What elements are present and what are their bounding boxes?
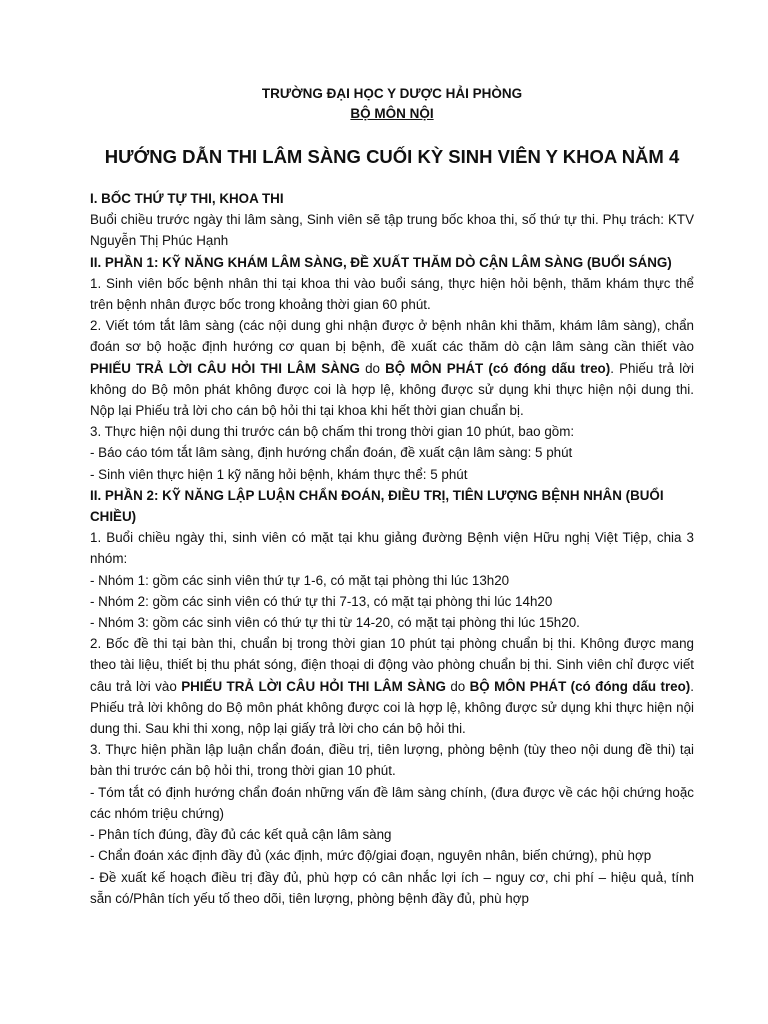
department-name: BỘ MÔN NỘI <box>350 106 434 121</box>
answer-sheet-name: PHIẾU TRẢ LỜI CÂU HỎI THI LÂM SÀNG <box>181 678 446 694</box>
criteria-4: - Đề xuất kế hoạch điều trị đầy đủ, phù hợp có cân nhắc lợi ích – nguy cơ, chi phí – hiệu quả, tính sẵn có/Phân tích yếu tố theo dõi, tiên lượng, phòng bệnh đầy đủ, phù hợp <box>90 869 694 906</box>
criteria-3: - Chẩn đoán xác định đầy đủ (xác định, mức độ/giai đoạn, nguyên nhân, biến chứng), phù hợp <box>90 848 652 864</box>
section-1-heading: I. BỐC THỨ TỰ THI, KHOA THI <box>90 191 284 206</box>
section-3-item-1: 1. Buổi chiều ngày thi, sinh viên có mặt tại khu giảng đường Bệnh viện Hữu nghị Việt Tiệp, chia 3 nhóm: <box>90 530 694 567</box>
criteria-1: - Tóm tắt có định hướng chẩn đoán những vấn đề lâm sàng chính, (đưa được về các hội chứng hoặc các nhóm triệu chứng) <box>90 784 694 821</box>
section-2-bullet-1: - Báo cáo tóm tắt lâm sàng, định hướng chẩn đoán, đề xuất cận lâm sàng: 5 phút <box>90 445 573 461</box>
criteria-2: - Phân tích đúng, đầy đủ các kết quả cận lâm sàng <box>90 827 392 843</box>
section-2-bullet-2: - Sinh viên thực hiện 1 kỹ năng hỏi bệnh, khám thực thể: 5 phút <box>90 466 468 482</box>
text-span: do <box>359 360 386 376</box>
issuer-note: BỘ MÔN PHÁT (có đóng dấu treo) <box>469 678 691 694</box>
section-1-paragraph: Buổi chiều trước ngày thi lâm sàng, Sinh viên sẽ tập trung bốc khoa thi, số thứ tự thi. Phụ trách: KTV Nguyễn Thị Phúc Hạnh <box>90 212 694 249</box>
section-2-item-2 <box>90 315 694 421</box>
section-2-heading: II. PHẦN 1: KỸ NĂNG KHÁM LÂM SÀNG, ĐỀ XUẤT THĂM DÒ CẬN LÂM SÀNG (BUỔI SÁNG) <box>90 254 672 270</box>
group-2: - Nhóm 2: gồm các sinh viên có thứ tự thi 7-13, có mặt tại phòng thi lúc 14h20 <box>90 593 553 609</box>
text-span: 2. Bốc đề thi tại bàn thi, chuẩn bị trong thời gian 10 phút tại phòng chuẩn bị thi. Không được mang theo tài liệu, thiết bị thu phát sóng, điện thoại di động vào phòng chuẩn bị thi. Sinh viên chỉ được viết câu trả lời vào <box>90 636 694 694</box>
group-3: - Nhóm 3: gồm các sinh viên có thứ tự thi từ 14-20, có mặt tại phòng thi lúc 15h20. <box>90 615 580 631</box>
section-2-item-3: 3. Thực hiện nội dung thi trước cán bộ chấm thi trong thời gian 10 phút, bao gồm: <box>90 424 575 440</box>
text-span: do <box>445 678 470 694</box>
text-span: . Phiếu trả lời không do Bộ môn phát không được coi là hợp lệ, không được sử dụng khi thực hiện nội dung thi. Nộp lại Phiếu trả lời cho cán bộ hỏi thi tại khoa khi hết thời gian chuẩn bị. <box>90 360 694 419</box>
document-title: HƯỚNG DẪN THI LÂM SÀNG CUỐI KỲ SINH VIÊN Y KHOA NĂM 4 <box>104 146 680 167</box>
text-span: . Phiếu trả lời không do Bộ môn phát không được coi là hợp lệ, không được sử dụng khi thực hiện nội dung thi. Sau khi thi xong, nộp lại giấy trả lời cho cán bộ hỏi thi. <box>90 678 694 737</box>
document-page <box>90 84 694 909</box>
section-3-heading: II. PHẦN 2: KỸ NĂNG LẬP LUẬN CHẨN ĐOÁN, ĐIỀU TRỊ, TIÊN LƯỢNG BỆNH NHÂN (BUỔI CHIỀU) <box>90 487 664 525</box>
issuer-note: BỘ MÔN PHÁT (có đóng dấu treo) <box>385 360 611 376</box>
school-name: TRƯỜNG ĐẠI HỌC Y DƯỢC HẢI PHÒNG <box>261 86 523 101</box>
section-3-item-3: 3. Thực hiện phần lập luận chẩn đoán, điều trị, tiên lượng, phòng bệnh (tùy theo nội dung đề thi) tại bàn thi trước cán bộ hỏi thi, trong thời gian 10 phút. <box>90 742 694 779</box>
section-3-item-2 <box>90 633 694 739</box>
answer-sheet-name: PHIẾU TRẢ LỜI CÂU HỎI THI LÂM SÀNG <box>90 360 360 376</box>
text-span: 2. Viết tóm tắt lâm sàng (các nội dung ghi nhận được ở bệnh nhân khi thăm, khám lâm sàng), chẩn đoán sơ bộ hoặc định hướng cơ quan bị bệnh, đề xuất các thăm dò cận lâm sàng cần thiết vào <box>90 318 694 355</box>
group-1: - Nhóm 1: gồm các sinh viên thứ tự 1-6, có mặt tại phòng thi lúc 13h20 <box>90 572 510 588</box>
section-2-item-1: 1. Sinh viên bốc bệnh nhân thi tại khoa thi vào buổi sáng, thực hiện hỏi bệnh, thăm khám thực thể trên bệnh nhân được bốc trong khoảng thời gian 60 phút. <box>90 275 694 313</box>
